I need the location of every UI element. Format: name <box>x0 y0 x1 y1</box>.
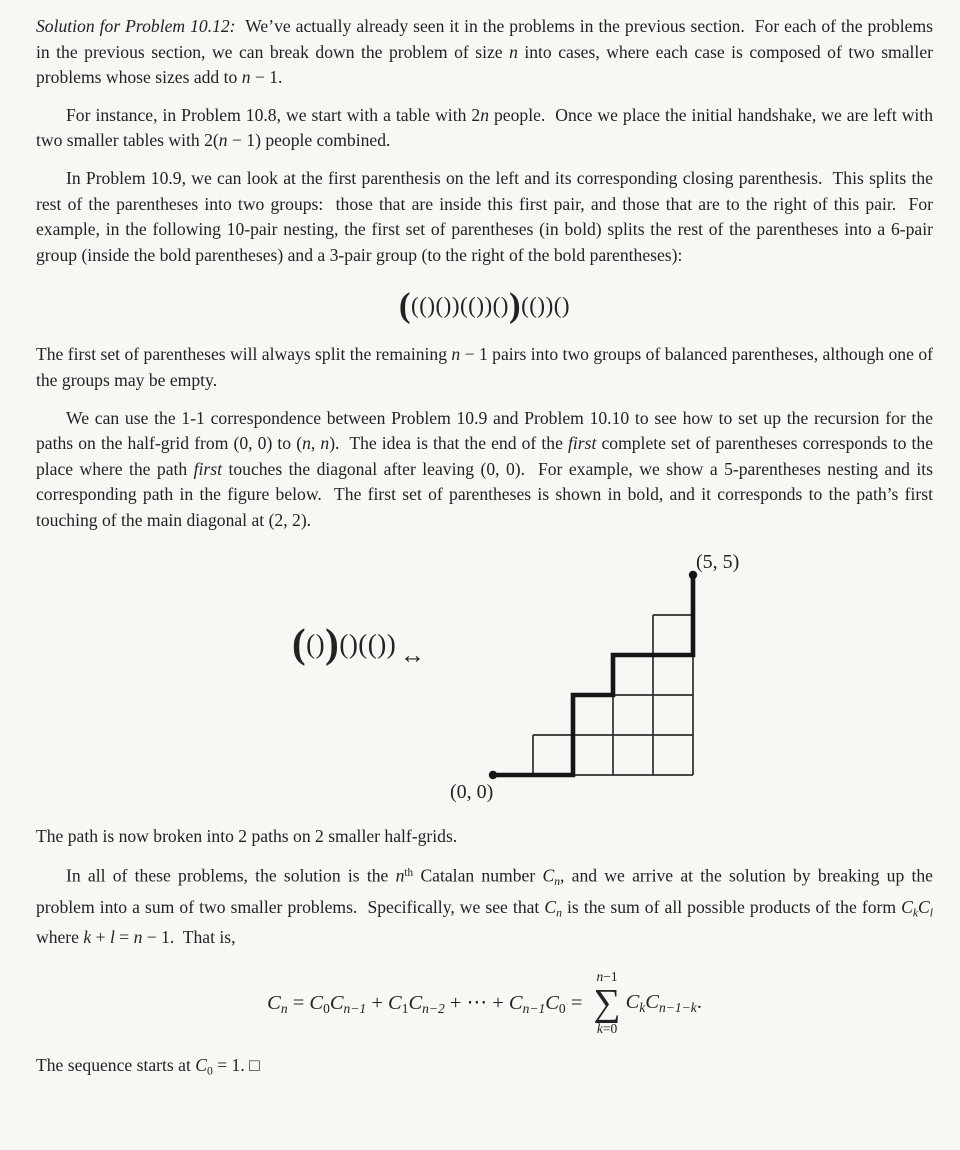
paragraph-correspondence: We can use the 1-1 correspondence between Problem 10.9 and Problem 10.10 to see how to set up the recursion for the paths on the half-grid from (0, 0) to (n, n). The idea is that the end of the first complete set of parentheses corresponds to the place where the path first touches the diagonal after leaving (0, 0). For example, we show a 5-parentheses nesting and its corresponding path in the figure below. The first set of parentheses is shown in bold, and it corresponds to the path’s first touching of the main diagonal at (2, 2). <box>36 407 938 530</box>
figure-parens-path <box>36 546 933 812</box>
paragraph-problem-10-9: In Problem 10.9, we can look at the first parenthesis on the left and its corresponding closing parenthesis. This splits the rest of the parentheses into two groups: those that are inside this first pair, and those that are to the right of this pair. For example, in the following 10-pair nesting, the first set of parentheses (in bold) splits the rest of the parentheses into a 6-pair group (inside the bold parentheses) and a 3-pair group (to the right of the bold parentheses): <box>36 167 938 265</box>
grid-endpoint-dots <box>489 570 697 778</box>
catalan-recursion-formula <box>36 965 933 1041</box>
display-parentheses-nesting: ((()())(())())(())() <box>398 285 571 325</box>
figure-parentheses-nesting: (())()(()) <box>292 619 397 666</box>
left-right-arrow-icon: ↔ <box>400 641 425 669</box>
formula-right: CkCn−1−k. <box>625 990 702 1015</box>
paragraph-split-remaining: The first set of parentheses will always split the remaining n − 1 pairs into two groups of balanced parentheses, although one of the groups may be empty. <box>36 344 938 390</box>
half-grid-figure <box>446 546 756 812</box>
paragraph-catalan-number: In all of these problems, the solution is the $n^{th}$ Catalan number Cn, and we arrive at the solution by breaking up the problem into a sum of two smaller problems. Specifically, we see that Cn is the sum of all possible products of the form CkCl where k + l = n − 1. That is, <box>36 865 938 948</box>
paragraph-problem-10-8: For instance, in Problem 10.8, we start with a table with 2n people. Once we place the initial handshake, we are left with two smaller tables with 2(n − 1) people combined. <box>36 104 938 151</box>
grid-origin-label: (0, 0) <box>450 780 494 803</box>
summation-sigma: ∑ <box>593 981 621 1024</box>
summation-upper-limit: n−1 <box>596 969 618 985</box>
grid-top-label: (5, 5) <box>696 550 740 573</box>
paragraph-solution-intro: Solution for Problem 10.12: We’ve actually already seen it in the problems in the previous section. For each of the problems in the previous section, we can break down the problem of size n into cases, where each case is composed of two smaller problems whose sizes add to n − 1. <box>36 16 938 88</box>
formula-left: Cn = C0Cn−1 + C1Cn−2 + ⋯ + Cn−1C0 = <box>267 991 588 1016</box>
paragraph-path-broken: The path is now broken into 2 paths on 2 smaller half-grids. <box>36 825 458 846</box>
summation-block <box>594 969 621 1036</box>
summation-lower-limit: k=0 <box>596 1021 618 1037</box>
paragraph-sequence-start: The sequence starts at C0 = 1. □ <box>36 1055 260 1078</box>
grid-bold-path <box>493 575 693 775</box>
